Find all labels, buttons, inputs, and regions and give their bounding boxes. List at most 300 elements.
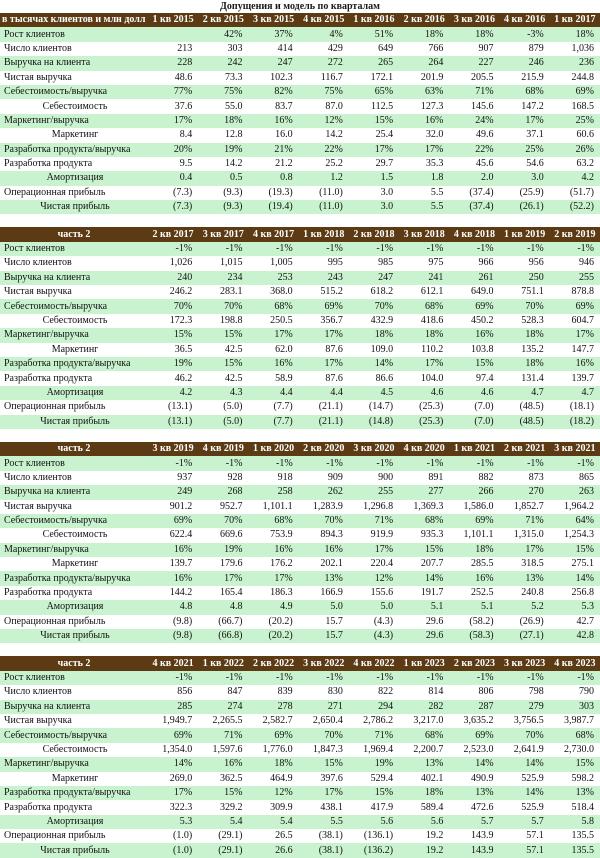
table-cell: 240.8 — [500, 586, 550, 600]
table-cell: 168.5 — [550, 99, 600, 113]
table-cell: 69% — [248, 728, 298, 742]
table-cell: 5.5 — [399, 186, 449, 200]
table-cell: 4.9 — [248, 600, 298, 614]
table-cell: 1,354.0 — [148, 743, 198, 757]
table-cell: 18% — [550, 27, 600, 41]
table-cell: 1,296.8 — [349, 500, 399, 514]
table-cell: -1% — [550, 671, 600, 685]
table-cell: 14.2 — [299, 128, 349, 142]
table-row — [0, 186, 600, 200]
table-cell: 5.5 — [399, 200, 449, 214]
header-label: часть 2 — [0, 442, 148, 456]
table-cell: 618.2 — [349, 285, 399, 299]
table-cell: 1,026 — [148, 256, 198, 270]
table-cell: 0.8 — [248, 171, 298, 185]
table-cell: 70% — [299, 728, 349, 742]
table-cell: 14% — [449, 757, 499, 771]
table-cell: 54.6 — [500, 157, 550, 171]
table-cell: 303 — [550, 700, 600, 714]
table-cell: 16% — [449, 571, 499, 585]
table-cell: 69% — [148, 514, 198, 528]
block-spacer — [0, 429, 600, 442]
table-row — [0, 671, 600, 685]
table-cell: 5.2 — [500, 600, 550, 614]
row-label: Операционная прибыль — [0, 829, 148, 843]
row-label: Амортизация — [0, 815, 148, 829]
quarter-header: 2 кв 2021 — [500, 442, 550, 456]
table-cell: 263 — [550, 485, 600, 499]
table-cell: 4.2 — [148, 386, 198, 400]
table-cell: -1% — [349, 242, 399, 256]
table-cell: 751.1 — [500, 285, 550, 299]
table-cell: (136.1) — [349, 829, 399, 843]
table-cell: 246 — [500, 56, 550, 70]
table-cell: 21.2 — [248, 157, 298, 171]
quarter-header: 2 кв 2015 — [198, 13, 248, 27]
table-cell: 4.3 — [198, 386, 248, 400]
table-cell: 25% — [500, 143, 550, 157]
table-cell: 16% — [198, 757, 248, 771]
table-cell: (4.3) — [349, 629, 399, 643]
table-cell: 234 — [198, 271, 248, 285]
table-cell: 472.6 — [449, 800, 499, 814]
table-cell: (18.1) — [550, 400, 600, 414]
row-label: Разработка продукта/выручка — [0, 571, 148, 585]
table-cell: 1,005 — [248, 256, 298, 270]
table-cell: 49.6 — [449, 128, 499, 142]
table-cell: 172.3 — [148, 314, 198, 328]
table-cell: 36.5 — [148, 343, 198, 357]
row-label: Чистая прибыль — [0, 843, 148, 857]
table-cell: 649.0 — [449, 285, 499, 299]
table-cell: 4.8 — [148, 600, 198, 614]
table-row — [0, 743, 600, 757]
table-cell: 18% — [500, 357, 550, 371]
row-label: Разработка продукта/выручка — [0, 143, 148, 157]
table-cell: 87.6 — [299, 343, 349, 357]
table-cell: 18% — [198, 114, 248, 128]
table-cell: 4.2 — [550, 171, 600, 185]
table-cell: 274 — [198, 700, 248, 714]
table-cell: -1% — [500, 671, 550, 685]
table-cell: 529.4 — [349, 772, 399, 786]
table-cell: 271 — [299, 700, 349, 714]
table-cell: 42.8 — [550, 629, 600, 643]
table-cell: 918 — [248, 471, 298, 485]
table-cell: 145.6 — [449, 99, 499, 113]
table-row — [0, 128, 600, 142]
table-cell: 215.9 — [500, 71, 550, 85]
table-cell: 241 — [399, 271, 449, 285]
table-cell: 205.5 — [449, 71, 499, 85]
table-cell: 16% — [550, 357, 600, 371]
table-cell: 418.6 — [399, 314, 449, 328]
table-cell: 42.5 — [198, 343, 248, 357]
table-cell: (52.2) — [550, 200, 600, 214]
quarter-header: 3 кв 2021 — [550, 442, 600, 456]
table-cell: 246.2 — [148, 285, 198, 299]
table-cell: 5.5 — [299, 815, 349, 829]
table-cell: 48.6 — [148, 71, 198, 85]
table-cell: 909 — [299, 471, 349, 485]
table-cell: 135.5 — [550, 843, 600, 857]
table-cell: 243 — [299, 271, 349, 285]
table-row — [0, 757, 600, 771]
table-cell: 3,756.5 — [500, 714, 550, 728]
row-label: Чистая прибыль — [0, 629, 148, 643]
table-cell: -1% — [449, 456, 499, 470]
table-cell: 956 — [500, 256, 550, 270]
table-cell: 2,265.5 — [198, 714, 248, 728]
sheet-title: Допущения и модель по кварталам — [220, 1, 380, 12]
table-cell: 253 — [248, 271, 298, 285]
table-cell: 139.7 — [148, 557, 198, 571]
quarter-header: 2 кв 2020 — [299, 442, 349, 456]
table-cell: 806 — [449, 685, 499, 699]
table-cell: 29.6 — [399, 615, 449, 629]
table-row — [0, 629, 600, 643]
table-cell: 69% — [449, 514, 499, 528]
table-cell: 2,786.2 — [349, 714, 399, 728]
table-row — [0, 829, 600, 843]
table-row — [0, 157, 600, 171]
table-cell: 17% — [500, 543, 550, 557]
table-cell: 1,852.7 — [500, 500, 550, 514]
quarter-header: 4 кв 2023 — [550, 656, 600, 670]
table-cell: -1% — [449, 671, 499, 685]
table-cell: 839 — [248, 685, 298, 699]
table-cell: 71% — [500, 514, 550, 528]
table-cell: 68% — [550, 728, 600, 742]
table-row — [0, 71, 600, 85]
table-cell: 37.6 — [148, 99, 198, 113]
table-row — [0, 85, 600, 99]
table-cell: 432.9 — [349, 314, 399, 328]
table-cell: 147.7 — [550, 343, 600, 357]
table-cell: 68% — [500, 85, 550, 99]
row-label: Себестоимость — [0, 528, 148, 542]
table-cell: 1,254.3 — [550, 528, 600, 542]
row-label: Разработка продукта — [0, 586, 148, 600]
quarter-header: 2 кв 2017 — [148, 227, 198, 241]
table-cell: 29.7 — [349, 157, 399, 171]
table-cell: 935.3 — [399, 528, 449, 542]
table-cell: (25.3) — [399, 400, 449, 414]
table-cell: 822 — [349, 685, 399, 699]
table-cell: 19% — [198, 543, 248, 557]
table-cell: 68% — [248, 514, 298, 528]
table-cell: 16% — [248, 114, 298, 128]
table-row — [0, 242, 600, 256]
table-cell: 270 — [500, 485, 550, 499]
table-cell: 256.8 — [550, 586, 600, 600]
table-cell: 3.0 — [349, 186, 399, 200]
row-label: Операционная прибыль — [0, 400, 148, 414]
table-cell: (7.7) — [248, 400, 298, 414]
row-label: Разработка продукта — [0, 800, 148, 814]
quarter-table — [0, 13, 600, 214]
table-cell: 186.3 — [248, 586, 298, 600]
table-cell: 71% — [449, 85, 499, 99]
table-cell: 900 — [349, 471, 399, 485]
table-cell: -1% — [550, 242, 600, 256]
table-row — [0, 800, 600, 814]
table-cell: 213 — [148, 42, 198, 56]
table-cell: 242 — [198, 56, 248, 70]
table-cell: (14.7) — [349, 400, 399, 414]
table-cell: 278 — [248, 700, 298, 714]
row-label: Амортизация — [0, 171, 148, 185]
quarter-header: 4 кв 2022 — [349, 656, 399, 670]
table-cell: 228 — [148, 56, 198, 70]
table-cell: 5.0 — [299, 600, 349, 614]
quarter-table — [0, 227, 600, 428]
table-row — [0, 386, 600, 400]
table-cell: 0.5 — [198, 171, 248, 185]
table-cell: 518.4 — [550, 800, 600, 814]
row-label: Себестоимость — [0, 99, 148, 113]
table-cell: 946 — [550, 256, 600, 270]
row-label: Чистая выручка — [0, 714, 148, 728]
table-cell: 13% — [500, 571, 550, 585]
header-label: часть 2 — [0, 656, 148, 670]
table-cell: 18% — [449, 27, 499, 41]
table-cell: 265 — [349, 56, 399, 70]
table-cell: 294 — [349, 700, 399, 714]
table-cell: (7.7) — [248, 415, 298, 429]
table-cell: 2,523.0 — [449, 743, 499, 757]
table-cell: 58.9 — [248, 371, 298, 385]
table-cell: (29.1) — [198, 843, 248, 857]
table-row — [0, 99, 600, 113]
table-cell: (58.3) — [449, 629, 499, 643]
quarter-block-3 — [0, 442, 600, 643]
table-cell: 15% — [550, 543, 600, 557]
table-cell: 13% — [399, 757, 449, 771]
table-cell: 63.2 — [550, 157, 600, 171]
table-cell: 71% — [198, 728, 248, 742]
table-cell: 29.6 — [399, 629, 449, 643]
table-cell: (1.0) — [148, 843, 198, 857]
table-cell: (21.1) — [299, 415, 349, 429]
table-cell: 16% — [399, 114, 449, 128]
table-cell: 16% — [148, 571, 198, 585]
table-cell: 4.6 — [399, 386, 449, 400]
table-cell: 104.0 — [399, 371, 449, 385]
table-row — [0, 514, 600, 528]
table-cell: 17% — [198, 571, 248, 585]
quarter-header: 1 кв 2020 — [248, 442, 298, 456]
row-label: Разработка продукта — [0, 157, 148, 171]
table-cell: 402.1 — [399, 772, 449, 786]
table-cell: 70% — [198, 514, 248, 528]
table-cell: 4.5 — [349, 386, 399, 400]
row-label: Чистая выручка — [0, 71, 148, 85]
table-cell: (25.9) — [500, 186, 550, 200]
quarter-header: 1 кв 2017 — [550, 13, 600, 27]
table-cell: 17% — [148, 114, 198, 128]
header-label: в тысячах клиентов и млн долл — [0, 13, 148, 27]
table-cell: 15.7 — [299, 615, 349, 629]
header-row — [0, 227, 600, 241]
table-cell: 2,641.9 — [500, 743, 550, 757]
table-cell: 283.1 — [198, 285, 248, 299]
table-cell: 147.2 — [500, 99, 550, 113]
table-cell: 856 — [148, 685, 198, 699]
table-cell: 198.8 — [198, 314, 248, 328]
quarter-header: 4 кв 2015 — [299, 13, 349, 27]
row-label: Рост клиентов — [0, 27, 148, 41]
table-cell: 25.4 — [349, 128, 399, 142]
quarter-header: 3 кв 2015 — [248, 13, 298, 27]
table-cell: 928 — [198, 471, 248, 485]
table-cell: -1% — [399, 456, 449, 470]
header-row — [0, 13, 600, 27]
table-cell: (7.3) — [148, 186, 198, 200]
quarter-header: 4 кв 2020 — [399, 442, 449, 456]
table-cell: 356.7 — [299, 314, 349, 328]
table-row — [0, 200, 600, 214]
table-cell: 429 — [299, 42, 349, 56]
table-cell: 45.6 — [449, 157, 499, 171]
table-cell: (21.1) — [299, 400, 349, 414]
quarter-header: 4 кв 2018 — [449, 227, 499, 241]
table-cell: (37.4) — [449, 186, 499, 200]
row-label: Себестоимость/выручка — [0, 728, 148, 742]
table-cell: 247 — [349, 271, 399, 285]
quarter-header: 3 кв 2020 — [349, 442, 399, 456]
table-cell: 16.0 — [248, 128, 298, 142]
table-cell: 19.2 — [399, 829, 449, 843]
quarter-header: 3 кв 2023 — [500, 656, 550, 670]
table-cell: 790 — [550, 685, 600, 699]
table-cell: 907 — [449, 42, 499, 56]
table-cell: 26.6 — [248, 843, 298, 857]
table-cell: 191.7 — [399, 586, 449, 600]
table-cell: 55.0 — [198, 99, 248, 113]
row-label: Операционная прибыль — [0, 186, 148, 200]
table-cell: (1.0) — [148, 829, 198, 843]
table-cell: 3.0 — [349, 200, 399, 214]
table-cell: (9.3) — [198, 186, 248, 200]
table-cell: 262 — [299, 485, 349, 499]
table-cell: 155.6 — [349, 586, 399, 600]
table-cell: 322.3 — [148, 800, 198, 814]
table-cell: -1% — [299, 456, 349, 470]
table-cell: 268 — [198, 485, 248, 499]
table-cell: 2,650.4 — [299, 714, 349, 728]
table-cell: 515.2 — [299, 285, 349, 299]
table-row — [0, 56, 600, 70]
table-cell: 604.7 — [550, 314, 600, 328]
table-cell: 103.8 — [449, 343, 499, 357]
table-cell: 15% — [198, 786, 248, 800]
row-label: Выручка на клиента — [0, 485, 148, 499]
table-cell: 13% — [449, 786, 499, 800]
table-cell: 69% — [449, 299, 499, 313]
table-cell: 279 — [500, 700, 550, 714]
table-cell: 9.5 — [148, 157, 198, 171]
table-cell: (9.8) — [148, 629, 198, 643]
quarter-header: 2 кв 2023 — [449, 656, 499, 670]
table-cell: 62.0 — [248, 343, 298, 357]
table-cell: 417.9 — [349, 800, 399, 814]
table-cell: -1% — [148, 671, 198, 685]
table-cell: (136.2) — [349, 843, 399, 857]
table-row — [0, 42, 600, 56]
row-label: Маркетинг/выручка — [0, 328, 148, 342]
table-cell: 528.3 — [500, 314, 550, 328]
table-cell: 69% — [550, 85, 600, 99]
table-cell: 247 — [248, 56, 298, 70]
table-cell: 207.7 — [399, 557, 449, 571]
quarter-header: 4 кв 2019 — [198, 442, 248, 456]
row-label: Рост клиентов — [0, 242, 148, 256]
table-cell: -1% — [500, 456, 550, 470]
table-cell: 83.7 — [248, 99, 298, 113]
table-cell: 70% — [148, 299, 198, 313]
table-cell: 15% — [399, 543, 449, 557]
table-cell: 65% — [349, 85, 399, 99]
table-cell: 8.4 — [148, 128, 198, 142]
table-row — [0, 571, 600, 585]
quarter-header: 1 кв 2023 — [399, 656, 449, 670]
table-cell: 109.0 — [349, 343, 399, 357]
table-cell: 179.6 — [198, 557, 248, 571]
table-cell: 116.7 — [299, 71, 349, 85]
row-label: Чистая прибыль — [0, 200, 148, 214]
table-cell: (7.0) — [449, 415, 499, 429]
table-cell: 16% — [148, 543, 198, 557]
table-cell: 17% — [349, 543, 399, 557]
quarterly-blocks — [0, 13, 600, 858]
table-cell: (13.1) — [148, 400, 198, 414]
quarter-header: 1 кв 2015 — [148, 13, 198, 27]
row-label: Себестоимость/выручка — [0, 85, 148, 99]
table-cell: 258 — [248, 485, 298, 499]
table-cell: 63% — [399, 85, 449, 99]
table-cell: 166.9 — [299, 586, 349, 600]
table-cell: 25.2 — [299, 157, 349, 171]
table-cell: 1.2 — [299, 171, 349, 185]
table-cell: 77% — [148, 85, 198, 99]
table-row — [0, 371, 600, 385]
table-cell: 18% — [500, 328, 550, 342]
table-cell: (7.0) — [449, 400, 499, 414]
table-cell: 26.5 — [248, 829, 298, 843]
table-cell: -1% — [399, 671, 449, 685]
block-spacer — [0, 214, 600, 227]
table-cell: 1,315.0 — [500, 528, 550, 542]
row-label: Рост клиентов — [0, 671, 148, 685]
table-cell: 525.9 — [500, 800, 550, 814]
table-cell: -1% — [248, 242, 298, 256]
table-cell: 450.2 — [449, 314, 499, 328]
table-cell: 5.7 — [449, 815, 499, 829]
table-cell: 15% — [198, 328, 248, 342]
table-cell: (20.2) — [248, 629, 298, 643]
row-label: Чистая выручка — [0, 500, 148, 514]
table-cell: 891 — [399, 471, 449, 485]
row-label: Выручка на клиента — [0, 700, 148, 714]
table-row — [0, 528, 600, 542]
table-cell: 17% — [299, 357, 349, 371]
row-label: Число клиентов — [0, 42, 148, 56]
table-cell: 3,217.0 — [399, 714, 449, 728]
table-cell: 318.5 — [500, 557, 550, 571]
table-row — [0, 728, 600, 742]
table-cell: 1,969.4 — [349, 743, 399, 757]
